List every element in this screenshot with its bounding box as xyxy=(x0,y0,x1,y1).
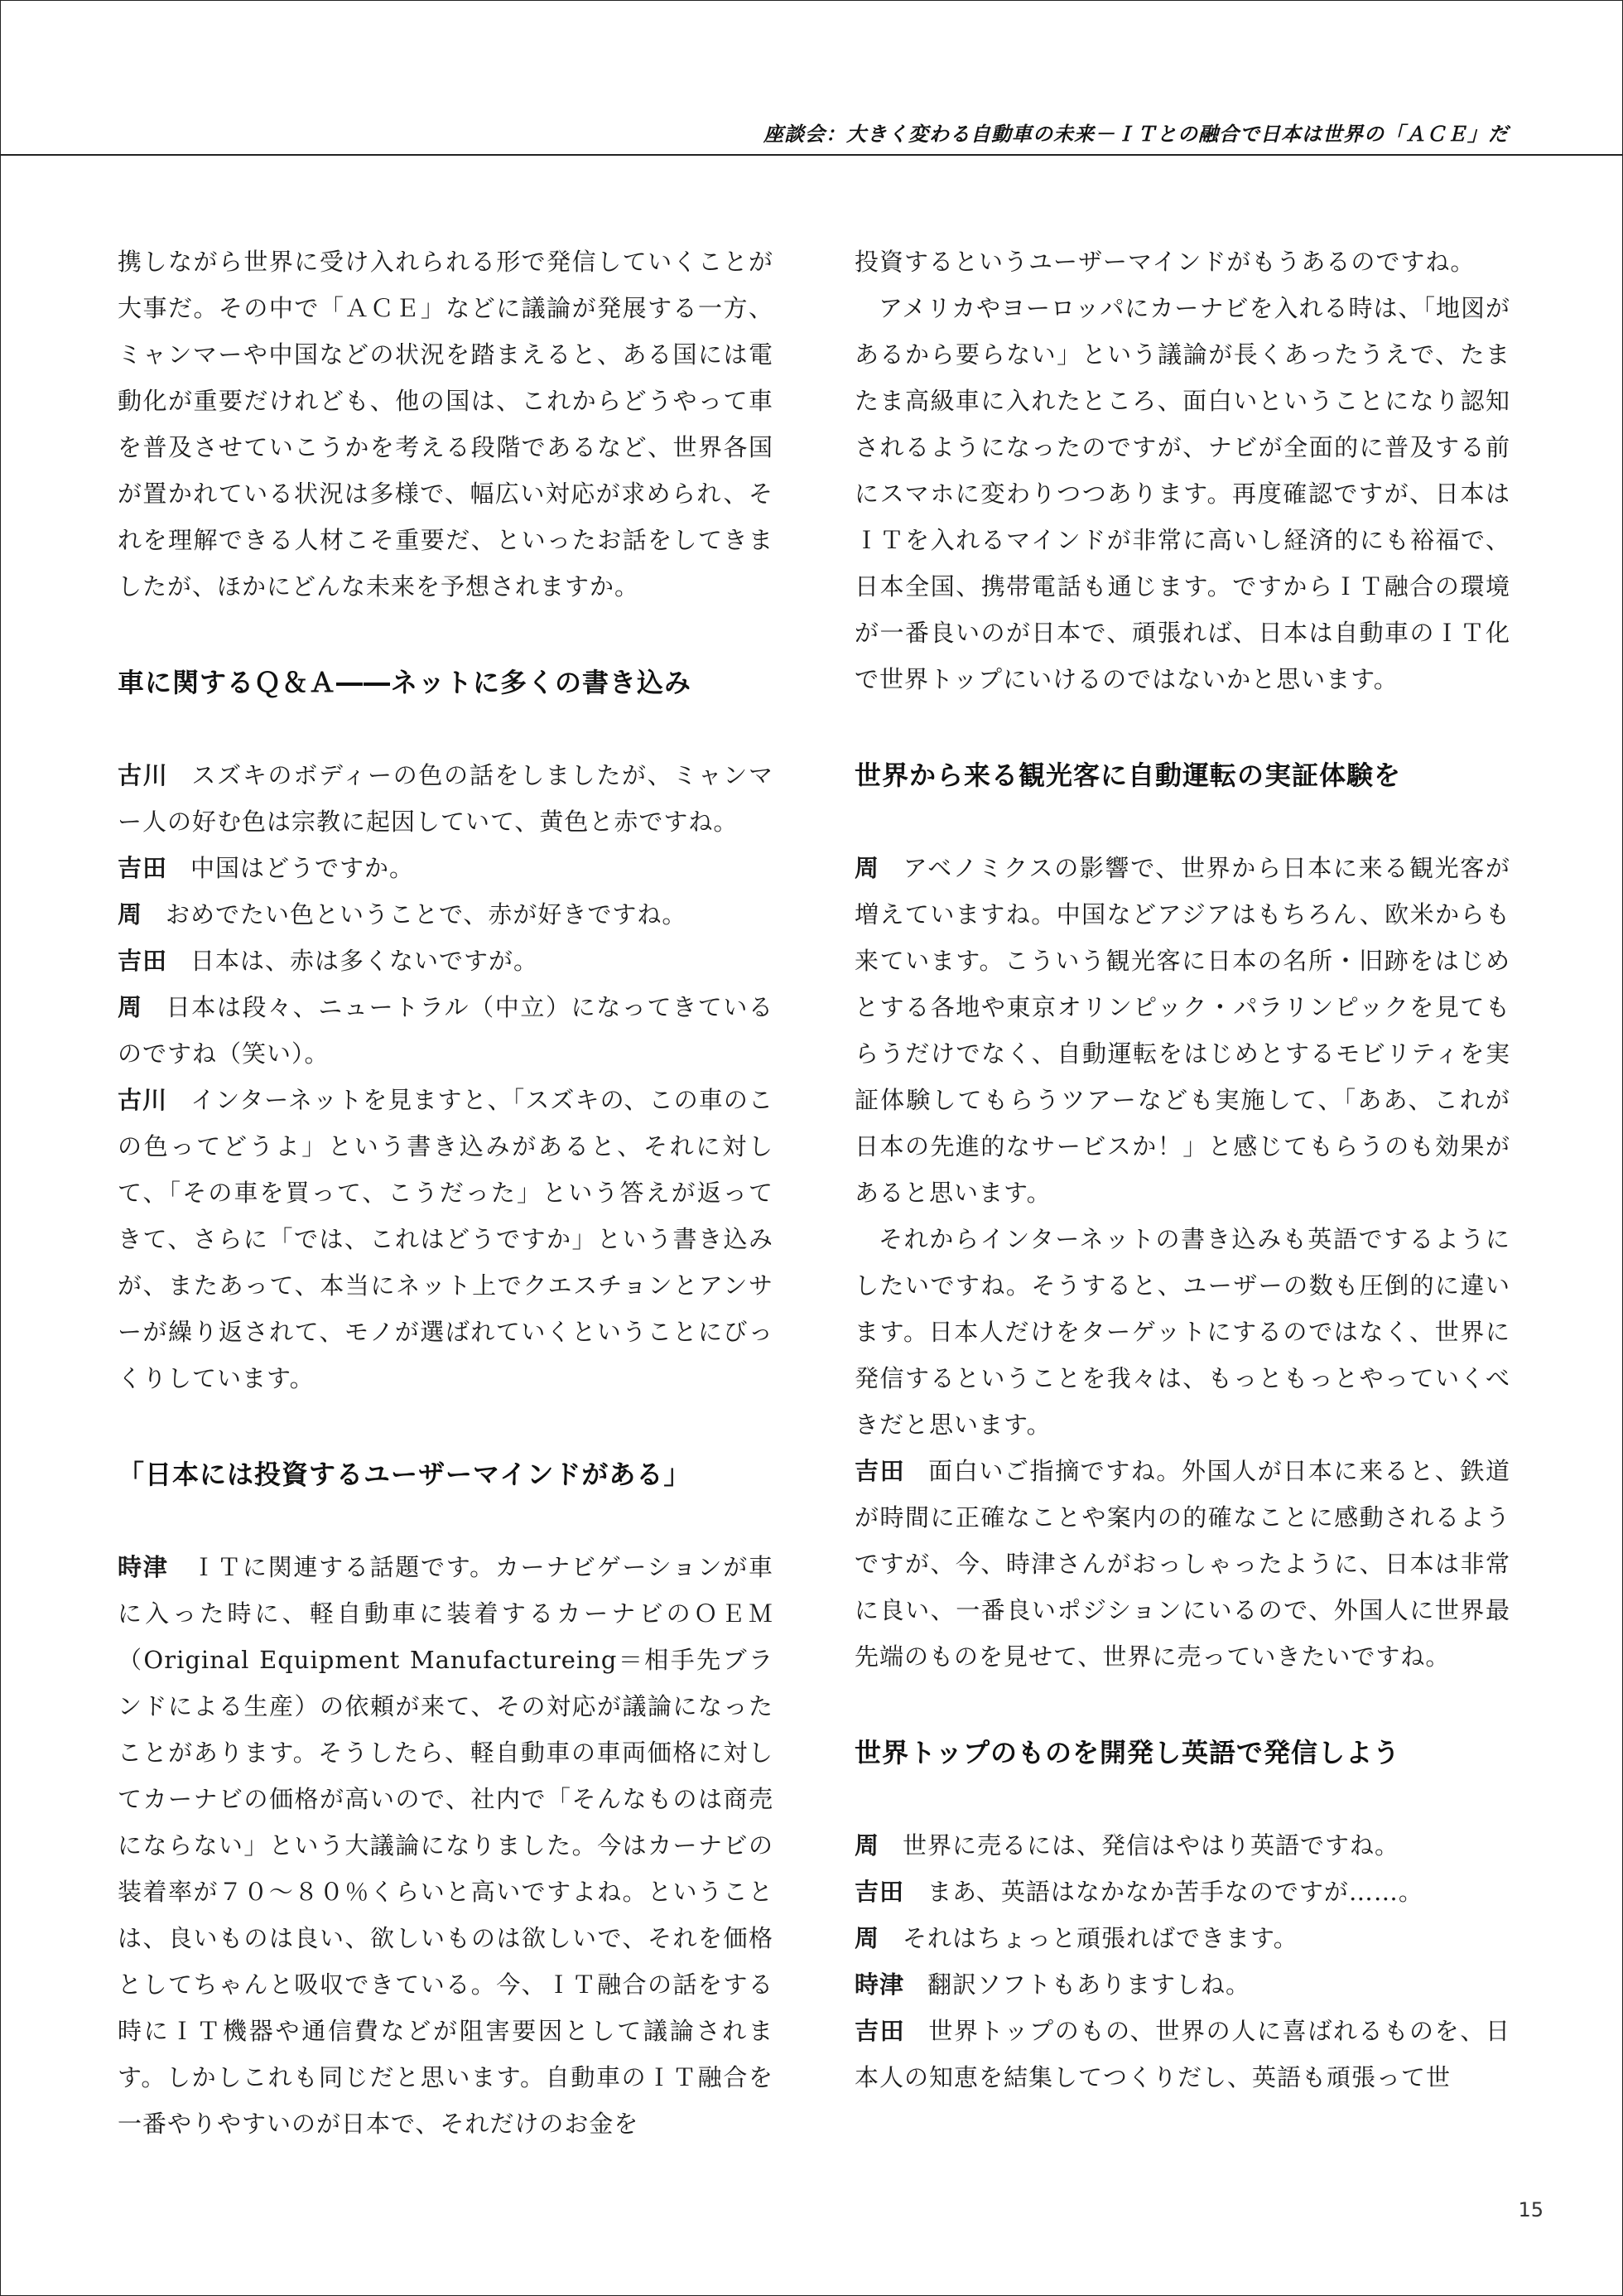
speaker-name: 時津 xyxy=(118,1553,169,1581)
running-header: 座談会：大きく変わる自動車の未来－ＩＴとの融合で日本は世界の「ＡＣＥ」だ xyxy=(763,123,1509,146)
utterance-text: アベノミクスの影響で、世界から日本に来る観光客が増えていますね。中国などアジアはもちろん、欧米からも来ています。こういう観光客に日本の名所・旧跡をはじめとする各地や東京オリンピック・パラリンピックを見てもらうだけでなく、自動運転をはじめとするモビリティを実証体験してもらうツアーなども実施して、「ああ、これが日本の先進的なサービスか！」と感じてもらうのも効果があると思います。 xyxy=(855,854,1510,1207)
utterance-text: 面白いご指摘ですね。外国人が日本に来ると、鉄道が時間に正確なことや案内の的確なことに感動されるようですが、今、時津さんがおっしゃったように、日本は非常に良い、一番良いポジションにいるので、外国人に世界最先端のものを見せて、世界に売っていきたいですね。 xyxy=(855,1457,1510,1671)
section-heading-qa: 車に関するＱ＆Ａ――ネットに多くの書き込み xyxy=(118,667,692,698)
speaker-name: 吉田 xyxy=(855,1457,906,1485)
utterance-text: 日本は段々、ニュートラル（中立）になってきているのですね（笑い）。 xyxy=(118,993,773,1068)
utterance xyxy=(855,1448,1510,1680)
utterance xyxy=(118,984,773,1077)
utterance xyxy=(855,1961,1510,2008)
utterance-text: 世界に売るには、発信はやはり英語ですね。 xyxy=(903,1831,1400,1859)
utterance-text: ＩＴに関連する話題です。カーナビゲーションが車に入った時に、軽自動車に装着するカーナビのＯＥＭ（Original Equipment Manufactureing＝相手先ブランドによる生産）の依頼が来て、その対応が議論になったことがあります。そうしたら、軽自動車の車両価格に対してカーナビの価格が高いので、社内で「そんなものは商売にならない」という大議論になりました。今はカーナビの装着率が７０～８０％くらいと高いですよね。ということは、良いものは良い、欲しいものは欲しいで、それを価格としてちゃんと吸収できている。今、ＩＴ融合の話をする時にＩＴ機器や通信費などが阻害要因として議論されます。しかしこれも同じだと思います。自動車のＩＴ融合を一番やりやすいのが日本で、それだけのお金を xyxy=(118,1553,773,2138)
utterance-text: 世界トップのもの、世界の人に喜ばれるものを、日本人の知恵を結集してつくりだし、英語も頑張って世 xyxy=(855,2017,1510,2091)
left-column xyxy=(118,239,773,2147)
paragraph: アメリカやヨーロッパにカーナビを入れる時は、「地図があるから要らない」という議論が長くあったうえで、たまたま高級車に入れたところ、面白いということになり認知されるようになったのですが、ナビが全面的に普及する前にスマホに変わりつつあります。再度確認ですが、日本はＩＴを入れるマインドが非常に高いし経済的にも裕福で、日本全国、携帯電話も通じます。ですからＩＴ融合の環境が一番良いのが日本で、頑張れば、日本は自動車のＩＴ化で世界トップにいけるのではないかと思います。 xyxy=(855,294,1510,693)
utterance xyxy=(855,1822,1510,1869)
speaker-name: 吉田 xyxy=(855,2017,906,2045)
speaker-name: 吉田 xyxy=(118,947,168,975)
right-column xyxy=(855,239,1510,2101)
page-number: 15 xyxy=(1518,2198,1544,2221)
speaker-name: 周 xyxy=(855,1831,880,1859)
utterance xyxy=(118,938,773,984)
utterance xyxy=(118,752,773,845)
speaker-name: 周 xyxy=(118,900,143,929)
utterance-text: 翻訳ソフトもありますしね。 xyxy=(927,1970,1251,1999)
speaker-name: 周 xyxy=(118,993,143,1021)
utterance-text: スズキのボディーの色の話をしましたが、ミャンマー人の好む色は宗教に起因していて、黄色と赤ですね。 xyxy=(118,761,773,836)
section-heading-user-mind: 「日本には投資するユーザーマインドがある」 xyxy=(118,1459,691,1490)
speaker-name: 古川 xyxy=(118,1086,168,1114)
paragraph: それからインターネットの書き込みも英語でするようにしたいですね。そうすると、ユーザーの数も圧倒的に違います。日本人だけをターゲットにするのではなく、世界に発信するということを我々は、もっともっとやっていくべきだと思います。 xyxy=(855,1225,1510,1439)
speaker-name: 周 xyxy=(855,1924,880,1952)
utterance xyxy=(118,891,773,938)
utterance-text: 中国はどうですか。 xyxy=(190,854,415,882)
speaker-name: 周 xyxy=(855,854,880,882)
utterance xyxy=(118,1544,773,2147)
section-heading-tourists: 世界から来る観光客に自動運転の実証体験を xyxy=(855,760,1402,791)
utterance xyxy=(855,845,1510,1216)
utterance-text: おめでたい色ということで、赤が好きですね。 xyxy=(166,900,687,929)
header-rule xyxy=(0,154,1623,156)
speaker-name: 古川 xyxy=(118,761,169,789)
utterance-text: 日本は、赤は多くないですが。 xyxy=(190,947,539,975)
utterance xyxy=(855,1869,1510,1915)
section-heading-world-top: 世界トップのものを開発し英語で発信しよう xyxy=(855,1737,1401,1768)
speaker-name: 時津 xyxy=(855,1970,905,1999)
utterance-text: まあ、英語はなかなか苦手なのですが……。 xyxy=(927,1878,1423,1906)
speaker-name: 吉田 xyxy=(118,854,168,882)
paragraph: 投資するというユーザーマインドがもうあるのですね。 xyxy=(855,248,1476,276)
utterance xyxy=(118,845,773,891)
utterance xyxy=(855,2008,1510,2101)
utterance-text: インターネットを見ますと、「スズキの、この車のこの色ってどうよ」という書き込みがあると、それに対して、「その車を買って、こうだった」という答えが返ってきて、さらに「では、これはどうですか」という書き込みが、またあって、本当にネット上でクエスチョンとアンサーが繰り返されて、モノが選ばれていくということにびっくりしています。 xyxy=(118,1086,773,1392)
intro-paragraph: 携しながら世界に受け入れられる形で発信していくことが大事だ。その中で「ＡＣＥ」などに議論が発展する一方、ミャンマーや中国などの状況を踏まえると、ある国には電動化が重要だけれども、他の国は、これからどうやって車を普及させていこうかを考える段階であるなど、世界各国が置かれている状況は多様で、幅広い対応が求められ、それを理解できる人材こそ重要だ、といったお話をしてきましたが、ほかにどんな未来を予想されますか。 xyxy=(118,248,773,601)
speaker-name: 吉田 xyxy=(855,1878,905,1906)
utterance-text: それはちょっと頑張ればできます。 xyxy=(903,1924,1298,1952)
utterance xyxy=(855,1915,1510,1961)
utterance xyxy=(118,1077,773,1401)
